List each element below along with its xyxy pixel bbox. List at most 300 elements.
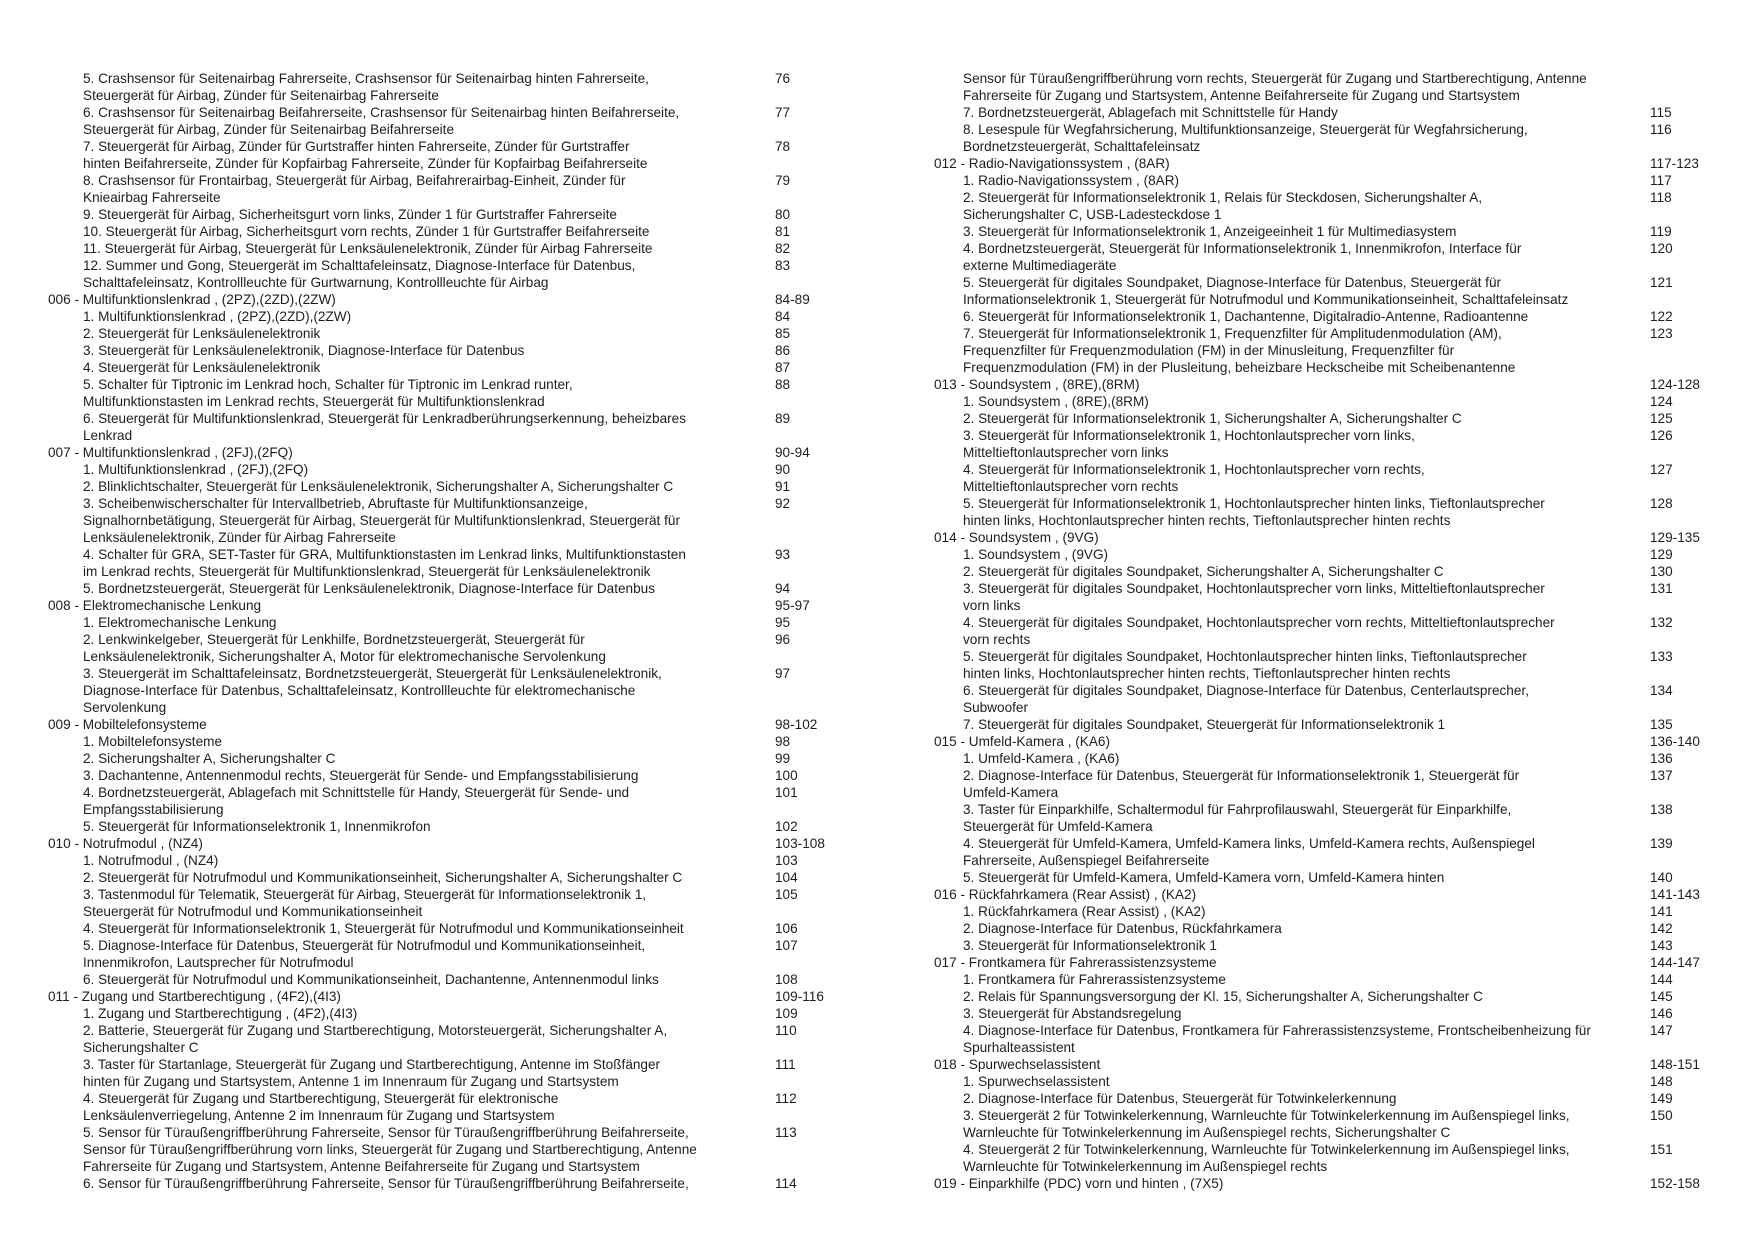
toc-entry-text	[934, 223, 1714, 240]
toc-page-number: 85	[775, 326, 791, 341]
toc-entry-line: 018 - Spurwechselassistent	[934, 1057, 1101, 1072]
toc-entry-text	[48, 172, 808, 206]
toc-entry-text	[934, 920, 1714, 937]
toc-item	[48, 461, 808, 478]
toc-item	[48, 70, 808, 104]
toc-page-number: 84-89	[775, 292, 810, 307]
toc-entry-text	[48, 920, 808, 937]
toc-entry-line: 1. Mobiltelefonsysteme	[83, 734, 223, 749]
toc-entry-line: Frequenzmodulation (FM) in der Plusleitung, beheizbare Heckscheibe mit Scheibenantenne	[963, 360, 1516, 375]
toc-item	[934, 240, 1714, 274]
toc-page-number: 86	[775, 343, 791, 358]
toc-page-number: 124	[1650, 394, 1673, 409]
toc-entry-text	[48, 461, 808, 478]
toc-item	[934, 971, 1714, 988]
toc-item	[934, 495, 1714, 529]
toc-entry-line: Mitteltieftonlautsprecher vorn rechts	[963, 479, 1179, 494]
toc-column-right	[934, 70, 1714, 1191]
toc-page-number: 93	[775, 547, 791, 562]
toc-page-number: 96	[775, 632, 791, 647]
toc-entry-line: 4. Steuergerät für Informationselektronik 1, Hochtonlautsprecher vorn rechts,	[963, 462, 1425, 477]
toc-entry-line: Sensor für Türaußengriffberührung vorn rechts, Steuergerät für Zugang und Startberechtigung, Antenne	[963, 71, 1587, 86]
toc-entry-line: 2. Batterie, Steuergerät für Zugang und Startberechtigung, Motorsteuergerät, Sicherungshalter A,	[83, 1023, 668, 1038]
toc-page-number: 124-128	[1650, 377, 1700, 392]
toc-page-number: 111	[775, 1057, 796, 1072]
toc-entry-line: 4. Steuergerät für Lenksäulenelektronik	[83, 360, 321, 375]
toc-item	[934, 1022, 1714, 1056]
toc-section	[934, 886, 1714, 903]
toc-entry-text	[48, 869, 808, 886]
toc-entry-text	[48, 444, 808, 461]
toc-section	[48, 597, 808, 614]
toc-page-number: 135	[1650, 717, 1673, 732]
toc-page-number: 128	[1650, 496, 1673, 511]
toc-entry-line: 8. Crashsensor für Frontairbag, Steuergerät für Airbag, Beifahrerairbag-Einheit, Zünder für	[83, 173, 626, 188]
toc-section	[48, 835, 825, 852]
toc-entry-line: vorn rechts	[963, 632, 1031, 647]
toc-page-number: 98-102	[775, 717, 818, 732]
toc-entry-text	[48, 138, 808, 172]
toc-item	[934, 767, 1714, 801]
toc-entry-line: 4. Steuergerät für digitales Soundpaket, Hochtonlautsprecher vorn rechts, Mitteltieftonlautsprecher	[963, 615, 1555, 630]
toc-entry-line: Lenkrad	[83, 428, 133, 443]
toc-entry-text	[934, 529, 1714, 546]
toc-entry-line: 4. Bordnetzsteuergerät, Ablagefach mit Schnittstelle für Handy, Steuergerät für Sende- und	[83, 785, 630, 800]
toc-item	[934, 614, 1714, 648]
toc-page-number: 139	[1650, 836, 1673, 851]
toc-item	[934, 189, 1714, 223]
toc-entry-text	[48, 750, 808, 767]
toc-item	[934, 121, 1714, 155]
toc-entry-text	[48, 1022, 808, 1056]
toc-entry-line: 014 - Soundsystem , (9VG)	[934, 530, 1099, 545]
toc-item	[48, 971, 808, 988]
toc-entry-line: 4. Steuergerät 2 für Totwinkelerkennung, Warnleuchte für Totwinkelerkennung im Außenspiegel links,	[963, 1142, 1570, 1157]
toc-page-number: 95-97	[775, 598, 810, 613]
toc-item	[48, 495, 808, 546]
toc-entry-text	[934, 461, 1714, 495]
toc-entry-line: Bordnetzsteuergerät, Schalttafeleinsatz	[963, 139, 1201, 154]
toc-entry-line: 5. Schalter für Tiptronic im Lenkrad hoch, Schalter für Tiptronic im Lenkrad runter,	[83, 377, 573, 392]
toc-entry-text	[48, 631, 808, 665]
toc-entry-text	[934, 988, 1714, 1005]
toc-entry-text	[48, 886, 808, 920]
toc-entry-line: Steuergerät für Umfeld-Kamera	[963, 819, 1153, 834]
toc-entry-line: 010 - Notrufmodul , (NZ4)	[48, 836, 203, 851]
toc-item	[934, 1073, 1714, 1090]
toc-entry-line: 1. Frontkamera für Fahrerassistenzsysteme	[963, 972, 1226, 987]
toc-entry-line: 3. Taster für Einparkhilfe, Schaltermodul für Fahrprofilauswahl, Steuergerät für Einparkhilfe,	[963, 802, 1512, 817]
toc-item	[48, 342, 808, 359]
toc-page-number: 113	[775, 1125, 797, 1140]
toc-item	[934, 325, 1714, 376]
toc-entry-text	[48, 988, 808, 1005]
toc-entry-line: 006 - Multifunktionslenkrad , (2PZ),(2ZD),(2ZW)	[48, 292, 336, 307]
toc-item	[48, 1090, 808, 1124]
toc-page-number: 123	[1650, 326, 1673, 341]
toc-page-number: 120	[1650, 241, 1673, 256]
toc-entry-line: 5. Crashsensor für Seitenairbag Fahrerseite, Crashsensor für Seitenairbag hinten Fahrerseite,	[83, 71, 649, 86]
toc-entry-line: 016 - Rückfahrkamera (Rear Assist) , (KA2)	[934, 887, 1197, 902]
toc-entry-line: Schalttafeleinsatz, Kontrollleuchte für Gurtwarnung, Kontrollleuchte für Airbag	[83, 275, 549, 290]
toc-entry-text	[48, 852, 808, 869]
toc-entry-line: 3. Steuergerät für digitales Soundpaket, Hochtonlautsprecher vorn links, Mitteltieftonlautsprecher	[963, 581, 1545, 596]
toc-entry-line: Warnleuchte für Totwinkelerkennung im Außenspiegel rechts, Sicherungshalter C	[963, 1125, 1451, 1140]
toc-entry-line: 3. Steuergerät für Abstandsregelung	[963, 1006, 1182, 1021]
toc-entry-line: 2. Steuergerät für digitales Soundpaket, Sicherungshalter A, Sicherungshalter C	[963, 564, 1444, 579]
toc-item	[48, 920, 808, 937]
toc-page-number: 91	[775, 479, 791, 494]
toc-entry-line: Sicherungshalter C	[83, 1040, 199, 1055]
toc-item	[934, 580, 1714, 614]
toc-entry-text	[48, 767, 808, 784]
toc-entry-text	[934, 886, 1714, 903]
toc-entry-text	[48, 1056, 808, 1090]
toc-entry-line: Fahrerseite für Zugang und Startsystem, Antenne Beifahrerseite für Zugang und Startsystem	[963, 88, 1520, 103]
toc-entry-text	[934, 240, 1714, 274]
toc-page-number: 94	[775, 581, 791, 596]
toc-entry-text	[934, 308, 1714, 325]
toc-entry-text	[48, 784, 808, 818]
toc-entry-text	[934, 716, 1714, 733]
toc-entry-text	[48, 410, 808, 444]
toc-entry-line: 017 - Frontkamera für Fahrerassistenzsysteme	[934, 955, 1217, 970]
toc-entry-line: Signalhornbetätigung, Steuergerät für Airbag, Steuergerät für Multifunktionslenkrad, Steuergerät für	[83, 513, 680, 528]
toc-item	[48, 665, 808, 716]
toc-section	[934, 733, 1714, 750]
toc-page-number: 100	[775, 768, 798, 783]
toc-entry-line: hinten links, Hochtonlautsprecher hinten rechts, Tieftonlautsprecher hinten rechts	[963, 513, 1451, 528]
toc-entry-line: Diagnose-Interface für Datenbus, Schalttafeleinsatz, Kontrollleuchte für elektromechanische	[83, 683, 636, 698]
toc-entry-line: Sensor für Türaußengriffberührung vorn links, Steuergerät für Zugang und Startberechtigung, Antenne	[83, 1142, 697, 1157]
toc-item	[48, 1175, 808, 1192]
toc-page-number: 142	[1650, 921, 1673, 936]
toc-item	[48, 172, 808, 206]
toc-entry-line: 1. Umfeld-Kamera , (KA6)	[963, 751, 1120, 766]
toc-entry-line: 6. Crashsensor für Seitenairbag Beifahrerseite, Crashsensor für Seitenairbag hinten Beifahrerseite,	[83, 105, 680, 120]
toc-page-number: 101	[775, 785, 798, 800]
toc-entry-text	[934, 1175, 1714, 1192]
toc-entry-line: 7. Steuergerät für digitales Soundpaket, Steuergerät für Informationselektronik 1	[963, 717, 1446, 732]
toc-entry-line: Lenksäulenelektronik, Zünder für Airbag Fahrerseite	[83, 530, 396, 545]
toc-page-number: 141	[1650, 904, 1673, 919]
toc-entry-line: Fahrerseite für Zugang und Startsystem, Antenne Beifahrerseite für Zugang und Startsystem	[83, 1159, 640, 1174]
toc-entry-line: Empfangsstabilisierung	[83, 802, 224, 817]
toc-entry-text	[48, 359, 808, 376]
toc-item	[934, 682, 1714, 716]
toc-entry-line: hinten links, Hochtonlautsprecher hinten rechts, Tieftonlautsprecher hinten rechts	[963, 666, 1451, 681]
toc-item	[48, 257, 808, 291]
toc-entry-line: 3. Steuergerät 2 für Totwinkelerkennung, Warnleuchte für Totwinkelerkennung im Außenspiegel links,	[963, 1108, 1570, 1123]
toc-entry-line: 12. Summer und Gong, Steuergerät im Schalttafeleinsatz, Diagnose-Interface für Datenbus,	[83, 258, 636, 273]
toc-entry-text	[934, 614, 1714, 648]
toc-page-number: 130	[1650, 564, 1673, 579]
toc-entry-line: Lenksäulenelektronik, Sicherungshalter A, Motor für elektromechanische Servolenkung	[83, 649, 606, 664]
toc-item	[934, 172, 1714, 189]
toc-page-number: 84	[775, 309, 791, 324]
toc-page-number: 88	[775, 377, 791, 392]
toc-item	[934, 104, 1714, 121]
toc-page-number: 126	[1650, 428, 1673, 443]
toc-item	[934, 410, 1714, 427]
toc-page-number: 112	[775, 1091, 797, 1106]
toc-entry-text	[48, 580, 808, 597]
toc-section	[48, 716, 818, 733]
toc-entry-line: 2. Sicherungshalter A, Sicherungshalter C	[83, 751, 336, 766]
toc-item	[48, 869, 808, 886]
toc-entry-line: 015 - Umfeld-Kamera , (KA6)	[934, 734, 1111, 749]
toc-entry-line: 5. Diagnose-Interface für Datenbus, Steuergerät für Notrufmodul und Kommunikationseinheit,	[83, 938, 646, 953]
toc-item	[934, 427, 1714, 461]
toc-entry-text	[934, 104, 1714, 121]
toc-page-number: 99	[775, 751, 791, 766]
toc-entry-line: 6. Steuergerät für Multifunktionslenkrad, Steuergerät für Lenkradberührungserkennung, beheizbares	[83, 411, 687, 426]
toc-entry-line: 3. Steuergerät für Informationselektronik 1, Hochtonlautsprecher vorn links,	[963, 428, 1415, 443]
toc-entry-line: 11. Steuergerät für Airbag, Steuergerät für Lenksäulenelektronik, Zünder für Airbag Fahrerseite	[83, 241, 653, 256]
toc-item	[48, 886, 808, 920]
toc-item	[934, 1005, 1714, 1022]
toc-entry-line: 2. Diagnose-Interface für Datenbus, Steuergerät für Informationselektronik 1, Steuergerät für	[963, 768, 1520, 783]
toc-entry-text	[934, 767, 1714, 801]
toc-entry-text	[934, 376, 1714, 393]
toc-entry-line: 7. Steuergerät für Airbag, Zünder für Gurtstraffer hinten Fahrerseite, Zünder für Gurtstraffer	[83, 139, 630, 154]
toc-entry-line: 1. Zugang und Startberechtigung , (4F2),(4I3)	[83, 1006, 358, 1021]
toc-item	[48, 410, 808, 444]
toc-item	[48, 376, 808, 410]
toc-entry-line: 2. Steuergerät für Informationselektronik 1, Relais für Steckdosen, Sicherungshalter A,	[963, 190, 1483, 205]
toc-page-number: 136	[1650, 751, 1673, 766]
toc-entry-line: Umfeld-Kamera	[963, 785, 1059, 800]
toc-entry-text	[934, 393, 1714, 410]
toc-entry-text	[934, 1005, 1714, 1022]
toc-section	[934, 155, 1714, 172]
toc-page-number: 103-108	[775, 836, 825, 851]
toc-entry-line: Fahrerseite, Außenspiegel Beifahrerseite	[963, 853, 1210, 868]
toc-page-number: 104	[775, 870, 798, 885]
toc-page-number: 147	[1650, 1023, 1673, 1038]
toc-page-number: 109-116	[775, 989, 824, 1004]
toc-item	[48, 325, 808, 342]
toc-entry-line: vorn links	[963, 598, 1021, 613]
toc-page-number: 77	[775, 105, 791, 120]
toc-entry-line: 007 - Multifunktionslenkrad , (2FJ),(2FQ)	[48, 445, 293, 460]
toc-entry-text	[48, 257, 808, 291]
toc-item	[934, 1107, 1714, 1141]
toc-entry-text	[934, 70, 1714, 104]
toc-entry-line: 3. Steuergerät für Informationselektronik 1	[963, 938, 1217, 953]
toc-entry-line: 008 - Elektromechanische Lenkung	[48, 598, 262, 613]
toc-entry-text	[934, 427, 1714, 461]
toc-item	[48, 767, 808, 784]
toc-entry-line: 1. Elektromechanische Lenkung	[83, 615, 277, 630]
toc-item	[48, 240, 808, 257]
toc-entry-line: 019 - Einparkhilfe (PDC) vorn und hinten , (7X5)	[934, 1176, 1224, 1191]
toc-entry-line: Multifunktionstasten im Lenkrad rechts, Steuergerät für Multifunktionslenkrad	[83, 394, 545, 409]
toc-page-number: 82	[775, 241, 791, 256]
toc-item	[48, 1022, 808, 1056]
toc-entry-line: 2. Blinklichtschalter, Steuergerät für Lenksäulenelektronik, Sicherungshalter A, Sicherungshalter C	[83, 479, 674, 494]
toc-page-number: 132	[1650, 615, 1673, 630]
toc-entry-line: 5. Steuergerät für Informationselektronik 1, Innenmikrofon	[83, 819, 431, 834]
toc-section	[48, 988, 824, 1005]
toc-entry-text	[934, 801, 1714, 835]
toc-item	[934, 308, 1714, 325]
toc-item	[48, 308, 808, 325]
toc-entry-line: 2. Lenkwinkelgeber, Steuergerät für Lenkhilfe, Bordnetzsteuergerät, Steuergerät für	[83, 632, 585, 647]
toc-entry-line: externe Multimediageräte	[963, 258, 1117, 273]
toc-entry-line: 012 - Radio-Navigationssystem , (8AR)	[934, 156, 1170, 171]
toc-continuation	[934, 70, 1714, 104]
toc-item	[48, 733, 808, 750]
toc-entry-text	[934, 903, 1714, 920]
toc-entry-text	[48, 1005, 808, 1022]
toc-entry-text	[48, 223, 808, 240]
toc-item	[934, 920, 1714, 937]
toc-item	[934, 546, 1714, 563]
toc-entry-line: Frequenzfilter für Frequenzmodulation (FM) in der Minusleitung, Frequenzfilter für	[963, 343, 1455, 358]
toc-item	[934, 988, 1714, 1005]
toc-entry-line: 7. Steuergerät für Informationselektronik 1, Frequenzfilter für Amplitudenmodulation (AM),	[963, 326, 1502, 341]
toc-entry-line: 4. Bordnetzsteuergerät, Steuergerät für Informationselektronik 1, Innenmikrofon, Interface für	[963, 241, 1522, 256]
toc-entry-line: 3. Taster für Startanlage, Steuergerät für Zugang und Startberechtigung, Antenne im Stoßfänger	[83, 1057, 661, 1072]
toc-item	[48, 359, 808, 376]
toc-item	[48, 614, 808, 631]
toc-item	[48, 206, 808, 223]
toc-entry-line: 3. Scheibenwischerschalter für Intervallbetrieb, Abruftaste für Multifunktionsanzeige,	[83, 496, 588, 511]
toc-page-number: 105	[775, 887, 798, 902]
toc-item	[48, 546, 808, 580]
toc-page-number: 90-94	[775, 445, 810, 460]
toc-page-number: 80	[775, 207, 791, 222]
toc-entry-line: Mitteltieftonlautsprecher vorn links	[963, 445, 1169, 460]
toc-entry-text	[934, 682, 1714, 716]
toc-entry-text	[934, 172, 1714, 189]
toc-entry-line: 5. Sensor für Türaußengriffberührung Fahrerseite, Sensor für Türaußengriffberührung Beifahrerseite,	[83, 1125, 689, 1140]
toc-section	[48, 291, 808, 308]
toc-entry-text	[934, 1073, 1714, 1090]
toc-page-number: 133	[1650, 649, 1673, 664]
toc-entry-line: 5. Bordnetzsteuergerät, Steuergerät für Lenksäulenelektronik, Diagnose-Interface für Datenbus	[83, 581, 656, 596]
toc-entry-line: 5. Steuergerät für digitales Soundpaket, Hochtonlautsprecher hinten links, Tieftonlautsprecher	[963, 649, 1527, 664]
toc-item	[48, 478, 808, 495]
toc-entry-line: 1. Radio-Navigationssystem , (8AR)	[963, 173, 1180, 188]
toc-entry-text	[48, 1175, 808, 1192]
toc-entry-text	[934, 954, 1714, 971]
toc-entry-text	[934, 410, 1714, 427]
toc-page-number: 117	[1650, 173, 1672, 188]
toc-entry-line: 7. Bordnetzsteuergerät, Ablagefach mit Schnittstelle für Handy	[963, 105, 1338, 120]
toc-page-number: 134	[1650, 683, 1673, 698]
toc-item	[48, 104, 808, 138]
toc-entry-text	[48, 1124, 808, 1175]
toc-page-number: 89	[775, 411, 791, 426]
toc-page-number: 114	[775, 1176, 797, 1191]
toc-page-number: 110	[775, 1023, 797, 1038]
toc-entry-line: Spurhalteassistent	[963, 1040, 1075, 1055]
toc-entry-line: 1. Soundsystem , (9VG)	[963, 547, 1109, 562]
toc-entry-text	[934, 1141, 1714, 1175]
toc-entry-line: 1. Soundsystem , (8RE),(8RM)	[963, 394, 1149, 409]
toc-page-number: 143	[1650, 938, 1673, 953]
toc-entry-line: 2. Steuergerät für Notrufmodul und Kommunikationseinheit, Sicherungshalter A, Sicherungshalter C	[83, 870, 683, 885]
toc-entry-text	[48, 937, 808, 971]
toc-entry-line: 4. Schalter für GRA, SET-Taster für GRA, Multifunktionstasten im Lenkrad links, Multifunktionstasten	[83, 547, 686, 562]
toc-entry-line: 011 - Zugang und Startberechtigung , (4F2),(4I3)	[48, 989, 341, 1004]
toc-item	[48, 937, 808, 971]
toc-entry-line: 3. Dachantenne, Antennenmodul rechts, Steuergerät für Sende- und Empfangsstabilisierung	[83, 768, 639, 783]
toc-entry-line: Subwoofer	[963, 700, 1028, 715]
toc-entry-line: Warnleuchte für Totwinkelerkennung im Außenspiegel rechts	[963, 1159, 1328, 1174]
toc-entry-line: Informationselektronik 1, Steuergerät für Notrufmodul und Kommunikationseinheit, Schalttafeleinsatz	[963, 292, 1569, 307]
toc-entry-line: 6. Steuergerät für Informationselektronik 1, Dachantenne, Digitalradio-Antenne, Radioantenne	[963, 309, 1529, 324]
toc-entry-text	[934, 189, 1714, 223]
toc-entry-line: 6. Steuergerät für Notrufmodul und Kommunikationseinheit, Dachantenne, Antennenmodul links	[83, 972, 659, 987]
toc-page-number: 122	[1650, 309, 1673, 324]
toc-item	[934, 393, 1714, 410]
toc-item	[934, 648, 1714, 682]
toc-item	[934, 903, 1714, 920]
toc-entry-text	[934, 750, 1714, 767]
toc-section	[934, 1056, 1714, 1073]
toc-entry-text	[934, 1022, 1714, 1056]
toc-entry-text	[934, 971, 1714, 988]
toc-entry-text	[934, 835, 1714, 869]
toc-entry-text	[934, 869, 1714, 886]
toc-entry-line: 3. Steuergerät für Lenksäulenelektronik, Diagnose-Interface für Datenbus	[83, 343, 525, 358]
toc-page-number: 137	[1650, 768, 1673, 783]
toc-entry-text	[48, 597, 808, 614]
toc-page-number: 131	[1650, 581, 1673, 596]
toc-entry-line: 2. Steuergerät für Lenksäulenelektronik	[83, 326, 321, 341]
toc-entry-text	[48, 240, 808, 257]
toc-entry-line: 4. Steuergerät für Zugang und Startberechtigung, Steuergerät für elektronische	[83, 1091, 559, 1106]
toc-entry-text	[48, 971, 808, 988]
toc-page-number: 151	[1650, 1142, 1673, 1157]
toc-page-number: 90	[775, 462, 791, 477]
toc-entry-line: 1. Multifunktionslenkrad , (2PZ),(2ZD),(2ZW)	[83, 309, 352, 324]
toc-entry-line: Steuergerät für Airbag, Zünder für Seitenairbag Fahrerseite	[83, 88, 439, 103]
toc-entry-text	[934, 1107, 1714, 1141]
toc-page-number: 129-135	[1650, 530, 1700, 545]
toc-page-number: 119	[1650, 224, 1672, 239]
toc-page-number: 107	[775, 938, 798, 953]
toc-entry-text	[934, 1056, 1714, 1073]
toc-page-number: 146	[1650, 1006, 1673, 1021]
toc-entry-line: 4. Steuergerät für Umfeld-Kamera, Umfeld-Kamera links, Umfeld-Kamera rechts, Außenspiegel	[963, 836, 1535, 851]
toc-page-number: 150	[1650, 1108, 1673, 1123]
toc-page-number: 109	[775, 1006, 798, 1021]
toc-page-number: 115	[1650, 105, 1672, 120]
toc-entry-text	[48, 308, 808, 325]
toc-entry-line: 10. Steuergerät für Airbag, Sicherheitsgurt vorn rechts, Zünder 1 für Gurtstraffer Beifahrerseite	[83, 224, 650, 239]
toc-entry-line: Steuergerät für Airbag, Zünder für Seitenairbag Beifahrerseite	[83, 122, 455, 137]
toc-page-number: 95	[775, 615, 791, 630]
toc-page-number: 127	[1650, 462, 1673, 477]
toc-entry-line: 6. Steuergerät für digitales Soundpaket, Diagnose-Interface für Datenbus, Centerlautsprecher,	[963, 683, 1529, 698]
toc-page-number: 149	[1650, 1091, 1673, 1106]
toc-item	[934, 1141, 1714, 1175]
toc-page-number: 152-158	[1650, 1176, 1700, 1191]
toc-entry-line: 3. Tastenmodul für Telematik, Steuergerät für Airbag, Steuergerät für Informationselektronik 1,	[83, 887, 647, 902]
toc-section	[934, 954, 1714, 971]
toc-entry-line: 5. Steuergerät für Umfeld-Kamera, Umfeld-Kamera vorn, Umfeld-Kamera hinten	[963, 870, 1445, 885]
toc-entry-line: 6. Sensor für Türaußengriffberührung Fahrerseite, Sensor für Türaußengriffberührung Beifahrerseite,	[83, 1176, 689, 1191]
toc-entry-text	[48, 376, 808, 410]
toc-entry-text	[934, 155, 1714, 172]
toc-entry-text	[934, 563, 1714, 580]
toc-entry-text	[48, 342, 808, 359]
toc-entry-text	[48, 733, 808, 750]
